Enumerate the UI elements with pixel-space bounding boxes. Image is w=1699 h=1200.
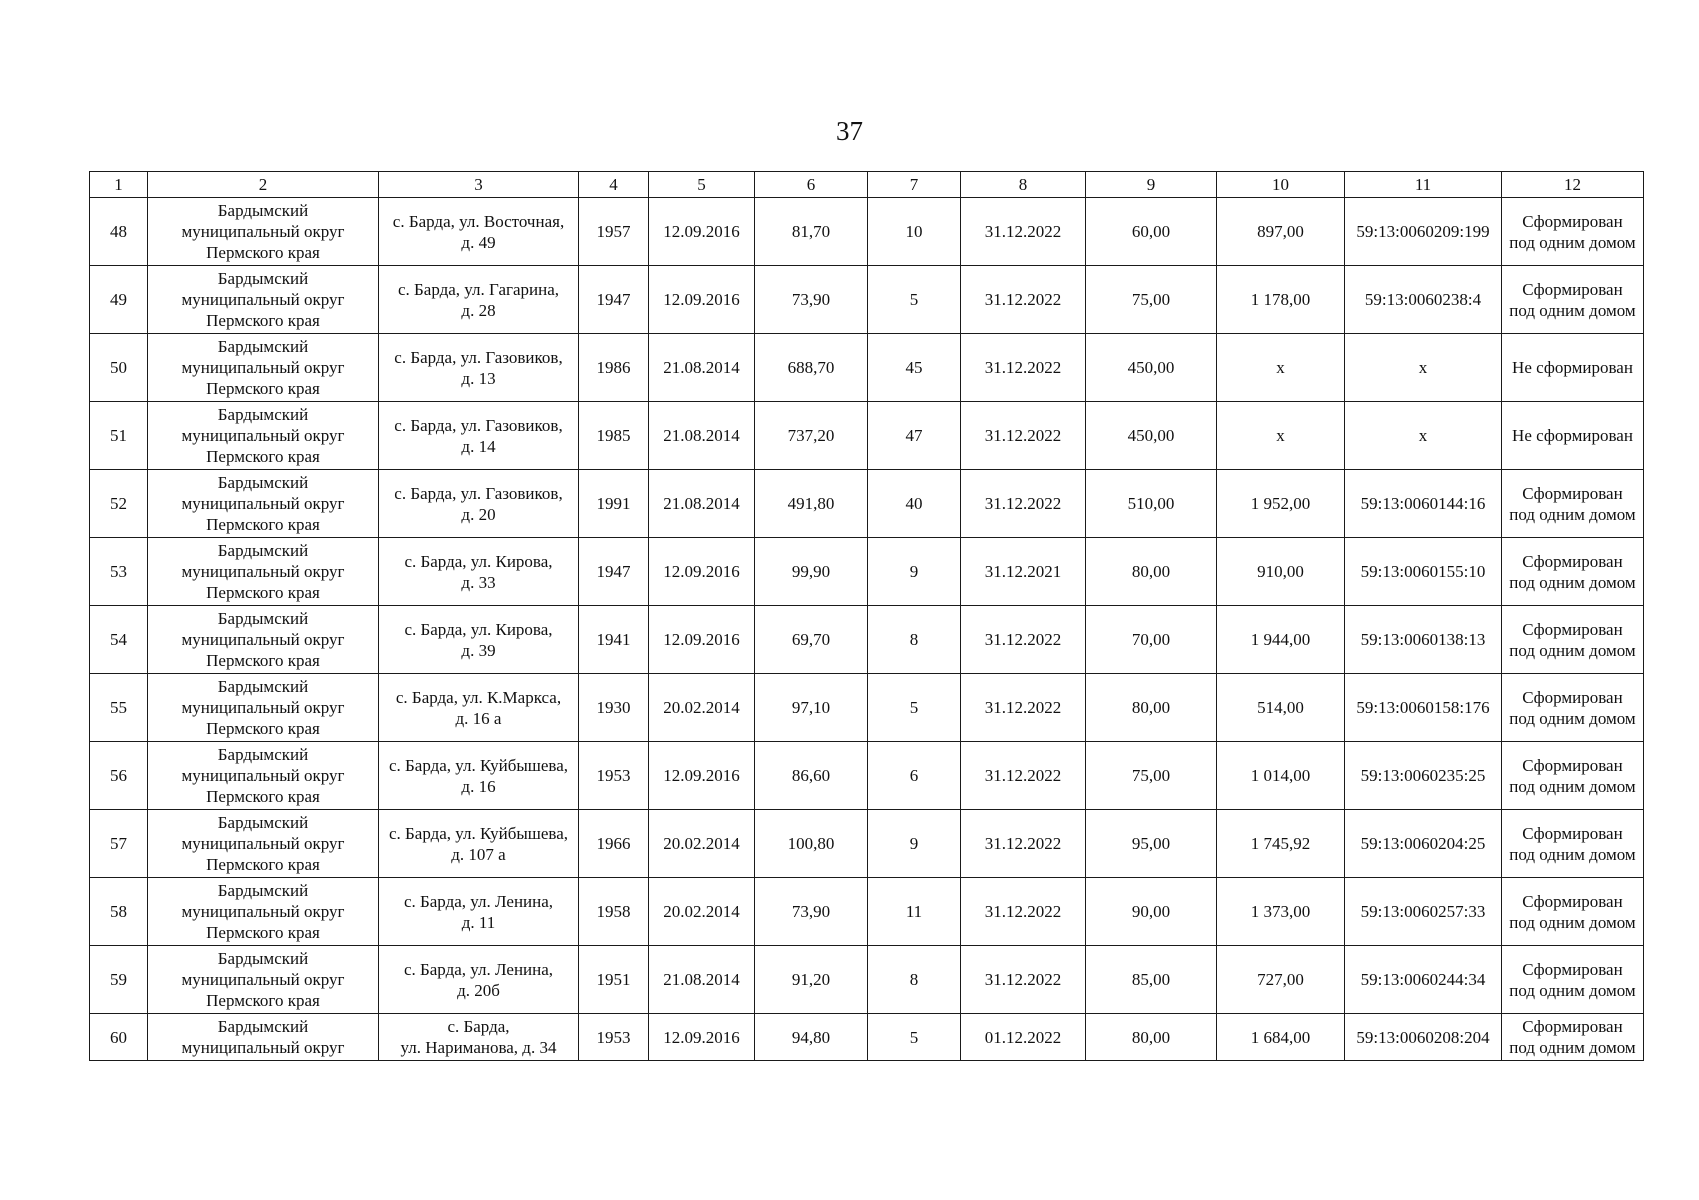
municipality-line: муниципальный округ — [181, 222, 345, 241]
table-row — [90, 742, 1644, 810]
column-number-header: 12 — [1502, 172, 1644, 198]
residents-cell: 10 — [868, 198, 961, 266]
year-cell: 1947 — [579, 266, 649, 334]
address-line: д. 33 — [461, 572, 496, 592]
municipality-line: Пермского края — [206, 719, 320, 738]
year-cell: 1951 — [579, 946, 649, 1014]
address-cell — [379, 334, 579, 402]
residents-cell: 8 — [868, 606, 961, 674]
municipality-cell — [148, 606, 379, 674]
address-line: с. Барда, ул. Газовиков, — [394, 347, 563, 367]
address-line: с. Барда, ул. К.Маркса, — [395, 687, 562, 707]
date-cell: 12.09.2016 — [649, 538, 755, 606]
status-line: Сформирован — [1522, 279, 1623, 299]
area-cell: 737,20 — [755, 402, 868, 470]
municipality-line: муниципальный округ — [181, 630, 345, 649]
address-line: д. 28 — [461, 300, 496, 320]
residents-cell: 5 — [868, 674, 961, 742]
status-cell — [1502, 198, 1644, 266]
status-cell — [1502, 742, 1644, 810]
address-cell — [379, 266, 579, 334]
date-cell: 20.02.2014 — [649, 810, 755, 878]
status-line: Сформирован — [1522, 823, 1623, 843]
municipality-cell — [148, 810, 379, 878]
address-line: д. 39 — [461, 640, 496, 660]
land-area-cell: 80,00 — [1086, 1014, 1217, 1061]
date-cell: 21.08.2014 — [649, 470, 755, 538]
municipality-line: муниципальный округ — [181, 766, 345, 785]
land-area-cell: 510,00 — [1086, 470, 1217, 538]
area-cell: 100,80 — [755, 810, 868, 878]
cadastral-number-cell: 59:13:0060158:176 — [1345, 674, 1502, 742]
status-line: Не сформирован — [1512, 426, 1633, 445]
land-area-cell: 75,00 — [1086, 742, 1217, 810]
status-line: под одним домом — [1509, 232, 1636, 252]
row-number: 50 — [90, 334, 148, 402]
land-area-cell: 75,00 — [1086, 266, 1217, 334]
land-area-cell: 80,00 — [1086, 538, 1217, 606]
municipality-cell — [148, 334, 379, 402]
land-area-cell: 450,00 — [1086, 334, 1217, 402]
table-row — [90, 674, 1644, 742]
column-number-header: 7 — [868, 172, 961, 198]
year-cell: 1957 — [579, 198, 649, 266]
row-number: 56 — [90, 742, 148, 810]
cadastral-area-cell: 1 373,00 — [1217, 878, 1345, 946]
land-area-cell: 450,00 — [1086, 402, 1217, 470]
cadastral-number-cell: 59:13:0060204:25 — [1345, 810, 1502, 878]
municipality-line: Пермского края — [206, 583, 320, 602]
status-line: под одним домом — [1509, 1038, 1636, 1057]
cadastral-number-cell: 59:13:0060257:33 — [1345, 878, 1502, 946]
date-cell: 21.08.2014 — [649, 402, 755, 470]
municipality-line: Бардымский — [217, 881, 309, 900]
area-cell: 91,20 — [755, 946, 868, 1014]
residents-cell: 9 — [868, 810, 961, 878]
date-cell: 12.09.2016 — [649, 198, 755, 266]
column-number-row — [90, 172, 1644, 198]
deadline-cell: 31.12.2022 — [961, 946, 1086, 1014]
status-cell — [1502, 334, 1644, 402]
area-cell: 81,70 — [755, 198, 868, 266]
status-line: Сформирован — [1522, 891, 1623, 911]
deadline-cell: 31.12.2022 — [961, 266, 1086, 334]
address-cell — [379, 810, 579, 878]
municipality-line: муниципальный округ — [181, 1038, 345, 1057]
municipality-line: Пермского края — [206, 243, 320, 262]
municipality-line: Пермского края — [206, 447, 320, 466]
column-number-header: 9 — [1086, 172, 1217, 198]
address-line: ул. Нариманова, д. 34 — [400, 1038, 557, 1057]
row-number: 52 — [90, 470, 148, 538]
municipality-line: муниципальный округ — [181, 902, 345, 921]
table-row — [90, 334, 1644, 402]
status-cell — [1502, 470, 1644, 538]
row-number: 55 — [90, 674, 148, 742]
status-cell — [1502, 402, 1644, 470]
address-line: д. 16 а — [455, 708, 502, 728]
municipality-line: Пермского края — [206, 991, 320, 1010]
area-cell: 73,90 — [755, 266, 868, 334]
page-number: 37 — [836, 116, 863, 146]
column-number-header: 2 — [148, 172, 379, 198]
row-number: 49 — [90, 266, 148, 334]
table-row — [90, 198, 1644, 266]
housing-registry-table — [89, 171, 1644, 1061]
date-cell: 20.02.2014 — [649, 674, 755, 742]
municipality-line: муниципальный округ — [181, 290, 345, 309]
municipality-cell — [148, 538, 379, 606]
municipality-line: Бардымский — [217, 405, 309, 424]
address-line: с. Барда, ул. Куйбышева, — [388, 755, 569, 775]
municipality-cell — [148, 402, 379, 470]
address-cell — [379, 606, 579, 674]
address-cell — [379, 674, 579, 742]
land-area-cell: 80,00 — [1086, 674, 1217, 742]
table-row — [90, 266, 1644, 334]
address-cell — [379, 742, 579, 810]
municipality-line: муниципальный округ — [181, 834, 345, 853]
area-cell: 94,80 — [755, 1014, 868, 1061]
address-line: с. Барда, ул. Куйбышева, — [388, 823, 569, 843]
address-cell — [379, 1014, 579, 1061]
municipality-line: Бардымский — [217, 269, 309, 288]
year-cell: 1985 — [579, 402, 649, 470]
row-number: 51 — [90, 402, 148, 470]
address-line: с. Барда, ул. Восточная, — [392, 211, 565, 231]
status-line: под одним домом — [1509, 572, 1636, 592]
deadline-cell: 31.12.2022 — [961, 198, 1086, 266]
date-cell: 21.08.2014 — [649, 946, 755, 1014]
status-line: Сформирован — [1522, 551, 1623, 571]
year-cell: 1947 — [579, 538, 649, 606]
municipality-cell — [148, 878, 379, 946]
land-area-cell: 60,00 — [1086, 198, 1217, 266]
year-cell: 1930 — [579, 674, 649, 742]
table-row — [90, 606, 1644, 674]
area-cell: 69,70 — [755, 606, 868, 674]
deadline-cell: 31.12.2022 — [961, 674, 1086, 742]
column-number-header: 3 — [379, 172, 579, 198]
column-number-header: 1 — [90, 172, 148, 198]
area-cell: 73,90 — [755, 878, 868, 946]
table-row — [90, 946, 1644, 1014]
cadastral-area-cell: 727,00 — [1217, 946, 1345, 1014]
residents-cell: 5 — [868, 1014, 961, 1061]
column-number-header: 5 — [649, 172, 755, 198]
municipality-line: Пермского края — [206, 787, 320, 806]
status-cell — [1502, 946, 1644, 1014]
column-number-header: 8 — [961, 172, 1086, 198]
cadastral-area-cell: 1 745,92 — [1217, 810, 1345, 878]
address-cell — [379, 878, 579, 946]
deadline-cell: 31.12.2022 — [961, 810, 1086, 878]
cadastral-area-cell: 897,00 — [1217, 198, 1345, 266]
cadastral-number-cell: 59:13:0060235:25 — [1345, 742, 1502, 810]
column-number-header: 10 — [1217, 172, 1345, 198]
table-row — [90, 878, 1644, 946]
table-row — [90, 470, 1644, 538]
status-line: Сформирован — [1522, 1017, 1623, 1036]
address-line: д. 20б — [457, 980, 500, 1000]
municipality-cell — [148, 1014, 379, 1061]
cadastral-number-cell: 59:13:0060138:13 — [1345, 606, 1502, 674]
status-line: Сформирован — [1522, 959, 1623, 979]
deadline-cell: 31.12.2022 — [961, 742, 1086, 810]
area-cell: 99,90 — [755, 538, 868, 606]
date-cell: 20.02.2014 — [649, 878, 755, 946]
table-row — [90, 538, 1644, 606]
row-number: 53 — [90, 538, 148, 606]
status-cell — [1502, 674, 1644, 742]
address-cell — [379, 946, 579, 1014]
cadastral-number-cell: 59:13:0060144:16 — [1345, 470, 1502, 538]
year-cell: 1941 — [579, 606, 649, 674]
municipality-line: Пермского края — [206, 855, 320, 874]
status-line: Сформирован — [1522, 755, 1623, 775]
cadastral-number-cell: 59:13:0060209:199 — [1345, 198, 1502, 266]
deadline-cell: 01.12.2022 — [961, 1014, 1086, 1061]
cadastral-area-cell: 910,00 — [1217, 538, 1345, 606]
status-line: Сформирован — [1522, 619, 1623, 639]
row-number: 57 — [90, 810, 148, 878]
area-cell: 491,80 — [755, 470, 868, 538]
address-line: с. Барда, ул. Газовиков, — [394, 415, 563, 435]
year-cell: 1958 — [579, 878, 649, 946]
status-line: под одним домом — [1509, 912, 1636, 932]
cadastral-area-cell: х — [1217, 334, 1345, 402]
municipality-line: Пермского края — [206, 923, 320, 942]
municipality-line: муниципальный округ — [181, 426, 345, 445]
row-number: 59 — [90, 946, 148, 1014]
address-cell — [379, 538, 579, 606]
address-line: д. 14 — [461, 436, 496, 456]
residents-cell: 45 — [868, 334, 961, 402]
municipality-cell — [148, 266, 379, 334]
municipality-cell — [148, 674, 379, 742]
municipality-line: Бардымский — [217, 949, 309, 968]
municipality-line: муниципальный округ — [181, 562, 345, 581]
status-cell — [1502, 1014, 1644, 1061]
land-area-cell: 70,00 — [1086, 606, 1217, 674]
table-row — [90, 810, 1644, 878]
municipality-line: Пермского края — [206, 379, 320, 398]
status-cell — [1502, 266, 1644, 334]
address-line: д. 13 — [461, 368, 496, 388]
municipality-cell — [148, 946, 379, 1014]
status-line: Сформирован — [1522, 687, 1623, 707]
address-cell — [379, 198, 579, 266]
municipality-cell — [148, 742, 379, 810]
year-cell: 1966 — [579, 810, 649, 878]
address-line: с. Барда, ул. Кирова, — [404, 551, 553, 571]
cadastral-number-cell: 59:13:0060238:4 — [1345, 266, 1502, 334]
status-line: под одним домом — [1509, 708, 1636, 728]
date-cell: 12.09.2016 — [649, 606, 755, 674]
status-cell — [1502, 606, 1644, 674]
status-line: под одним домом — [1509, 640, 1636, 660]
municipality-line: Бардымский — [217, 745, 309, 764]
row-number: 54 — [90, 606, 148, 674]
status-line: под одним домом — [1509, 980, 1636, 1000]
area-cell: 688,70 — [755, 334, 868, 402]
column-number-header: 11 — [1345, 172, 1502, 198]
municipality-line: Пермского края — [206, 651, 320, 670]
municipality-line: Бардымский — [217, 813, 309, 832]
cadastral-area-cell: 1 944,00 — [1217, 606, 1345, 674]
year-cell: 1953 — [579, 742, 649, 810]
column-number-header: 6 — [755, 172, 868, 198]
cadastral-number-cell: 59:13:0060155:10 — [1345, 538, 1502, 606]
municipality-cell — [148, 470, 379, 538]
cadastral-area-cell: 1 684,00 — [1217, 1014, 1345, 1061]
date-cell: 12.09.2016 — [649, 1014, 755, 1061]
status-cell — [1502, 810, 1644, 878]
cadastral-number-cell: 59:13:0060244:34 — [1345, 946, 1502, 1014]
area-cell: 97,10 — [755, 674, 868, 742]
column-number-header: 4 — [579, 172, 649, 198]
municipality-line: Бардымский — [217, 609, 309, 628]
status-line: под одним домом — [1509, 776, 1636, 796]
land-area-cell: 95,00 — [1086, 810, 1217, 878]
year-cell: 1991 — [579, 470, 649, 538]
residents-cell: 40 — [868, 470, 961, 538]
residents-cell: 8 — [868, 946, 961, 1014]
date-cell: 21.08.2014 — [649, 334, 755, 402]
row-number: 60 — [90, 1014, 148, 1061]
deadline-cell: 31.12.2022 — [961, 878, 1086, 946]
address-line: с. Барда, ул. Гагарина, — [397, 279, 560, 299]
deadline-cell: 31.12.2022 — [961, 606, 1086, 674]
address-line: д. 11 — [461, 912, 496, 932]
municipality-line: Бардымский — [217, 201, 309, 220]
cadastral-area-cell: 514,00 — [1217, 674, 1345, 742]
municipality-line: муниципальный округ — [181, 698, 345, 717]
status-line: под одним домом — [1509, 300, 1636, 320]
residents-cell: 5 — [868, 266, 961, 334]
area-cell: 86,60 — [755, 742, 868, 810]
address-line: д. 49 — [461, 232, 496, 252]
date-cell: 12.09.2016 — [649, 742, 755, 810]
address-line: с. Барда, — [447, 1017, 510, 1036]
status-line: под одним домом — [1509, 844, 1636, 864]
status-line: Сформирован — [1522, 483, 1623, 503]
address-line: с. Барда, ул. Ленина, — [403, 891, 554, 911]
cadastral-number-cell: 59:13:0060208:204 — [1345, 1014, 1502, 1061]
status-line: Сформирован — [1522, 211, 1623, 231]
deadline-cell: 31.12.2022 — [961, 470, 1086, 538]
address-cell — [379, 470, 579, 538]
date-cell: 12.09.2016 — [649, 266, 755, 334]
address-line: с. Барда, ул. Ленина, — [403, 959, 554, 979]
residents-cell: 9 — [868, 538, 961, 606]
status-line: Не сформирован — [1512, 358, 1633, 377]
municipality-line: Пермского края — [206, 515, 320, 534]
municipality-line: Пермского края — [206, 311, 320, 330]
cadastral-area-cell: 1 014,00 — [1217, 742, 1345, 810]
cadastral-area-cell: 1 178,00 — [1217, 266, 1345, 334]
address-line: с. Барда, ул. Газовиков, — [394, 483, 563, 503]
address-line: с. Барда, ул. Кирова, — [404, 619, 553, 639]
table-row — [90, 1014, 1644, 1061]
cadastral-area-cell: х — [1217, 402, 1345, 470]
year-cell: 1953 — [579, 1014, 649, 1061]
cadastral-number-cell: х — [1345, 334, 1502, 402]
table-row — [90, 402, 1644, 470]
cadastral-area-cell: 1 952,00 — [1217, 470, 1345, 538]
deadline-cell: 31.12.2022 — [961, 402, 1086, 470]
address-cell — [379, 402, 579, 470]
municipality-line: Бардымский — [217, 541, 309, 560]
status-cell — [1502, 878, 1644, 946]
deadline-cell: 31.12.2021 — [961, 538, 1086, 606]
row-number: 48 — [90, 198, 148, 266]
year-cell: 1986 — [579, 334, 649, 402]
municipality-line: Бардымский — [217, 1017, 309, 1036]
municipality-line: Бардымский — [217, 677, 309, 696]
address-line: д. 16 — [461, 776, 496, 796]
residents-cell: 11 — [868, 878, 961, 946]
municipality-line: Бардымский — [217, 337, 309, 356]
address-line: д. 107 а — [451, 844, 506, 864]
row-number: 58 — [90, 878, 148, 946]
residents-cell: 47 — [868, 402, 961, 470]
land-area-cell: 85,00 — [1086, 946, 1217, 1014]
municipality-line: муниципальный округ — [181, 358, 345, 377]
municipality-line: муниципальный округ — [181, 970, 345, 989]
address-line: д. 20 — [461, 504, 496, 524]
land-area-cell: 90,00 — [1086, 878, 1217, 946]
deadline-cell: 31.12.2022 — [961, 334, 1086, 402]
status-line: под одним домом — [1509, 504, 1636, 524]
residents-cell: 6 — [868, 742, 961, 810]
status-cell — [1502, 538, 1644, 606]
cadastral-number-cell: х — [1345, 402, 1502, 470]
municipality-line: Бардымский — [217, 473, 309, 492]
municipality-line: муниципальный округ — [181, 494, 345, 513]
municipality-cell — [148, 198, 379, 266]
